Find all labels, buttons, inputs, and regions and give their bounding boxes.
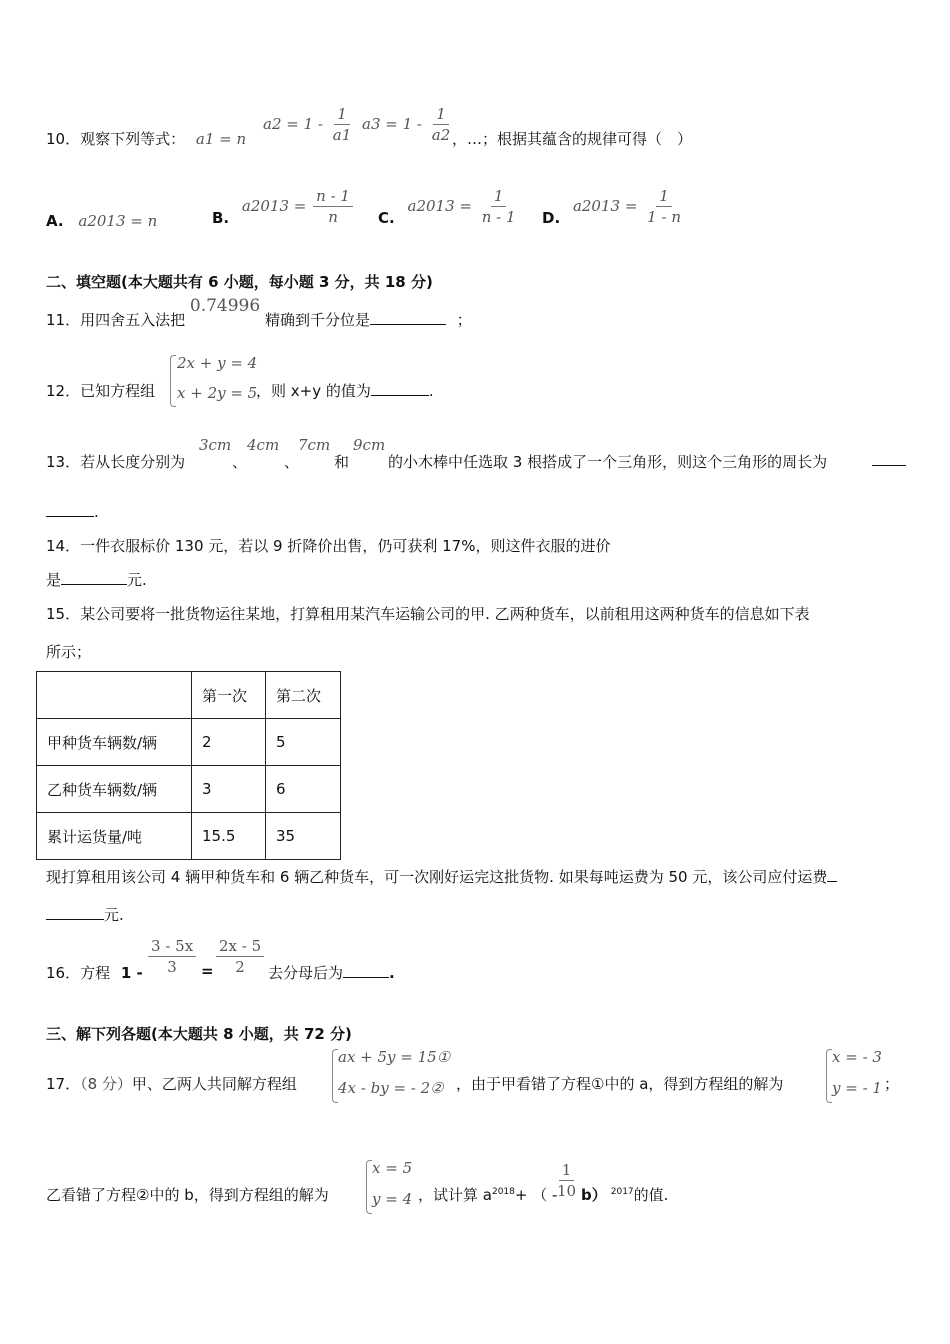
q10-eq2: a2 = 1 - $\frac{1}{a1}$ [263, 105, 352, 144]
table-cell: 乙种货车辆数/辆 [37, 766, 192, 813]
q17-semicolon: ； [884, 1075, 900, 1093]
section-3-heading: 三、解下列各题(本大题共 8 小题，共 72 分) [46, 1025, 352, 1043]
q13-length-4: 9cm [353, 436, 386, 454]
q11: 11．用四舍五入法把 0.74996 精确到千分位是 ； [46, 296, 472, 329]
table-cell: 累计运货量/吨 [37, 813, 192, 860]
q15-line2: 所示； [46, 643, 92, 661]
q13-line2: . [46, 502, 99, 521]
q17-solution1-x: x = - 3 [832, 1048, 882, 1066]
q16-tail: 去分母后为 . [268, 964, 395, 982]
q10-option-a: A. a2013 = n [46, 212, 158, 230]
q13-length-1: 3cm [199, 436, 232, 454]
q12-tail: ，则 x+y 的值为 . [256, 382, 434, 400]
section-2-heading: 二、填空题(本大题共有 6 小题，每小题 3 分，共 18 分) [46, 273, 433, 291]
q17-solution1-y: y = - 1 [832, 1079, 882, 1097]
table-cell: 第二次 [266, 672, 341, 719]
q14-line1: 14．一件衣服标价 130 元，若以 9 折降价出售，仍可获利 17%，则这件衣服的进价 [46, 537, 611, 555]
q15-after-line1: 现打算租用该公司 4 辆甲种货车和 6 辆乙种货车，可一次刚好运完这批货物. 如果每吨运费为 50 元，该公司应付运费 [46, 866, 837, 887]
q17-solution2-x: x = 5 [372, 1159, 413, 1177]
table-cell: 3 [192, 766, 266, 813]
q13-answer-blank-2 [46, 502, 94, 517]
q17-solution2-y: y = 4 [372, 1190, 413, 1208]
q10-option-b: B. a2013 = $\frac{n - 1}{n}$ [212, 186, 355, 227]
q13-tail: 的小木棒中任选取 3 根搭成了一个三角形，则这个三角形的周长为 [388, 453, 828, 471]
q10-option-d: D. a2013 = $\frac{1}{1 - n}$ [542, 187, 681, 227]
q11-value: 0.74996 [189, 296, 261, 316]
table-row [37, 766, 341, 813]
q17-fraction: $\frac{1}{10}$ [557, 1161, 577, 1200]
table-row [37, 813, 341, 860]
q15-table [36, 671, 341, 860]
table-cell [37, 672, 192, 719]
table-cell: 2 [192, 719, 266, 766]
q13-sep-2: 、 [284, 453, 300, 471]
table-cell: 35 [266, 813, 341, 860]
q16-equals: = [201, 962, 214, 980]
table-cell: 15.5 [192, 813, 266, 860]
q16-answer-blank [343, 963, 389, 978]
q17-line2: 乙看错了方程②中的 b，得到方程组的解为 [46, 1186, 329, 1204]
q16-fraction-1: $\frac{3 - 5x}{3}$ [146, 936, 198, 977]
q10-eq3: a3 = 1 - $\frac{1}{a2}$ [362, 105, 451, 144]
q14-line2: 是 元. [46, 571, 147, 589]
table-cell: 甲种货车辆数/辆 [37, 719, 192, 766]
q17-system-eq1: ax + 5y = 15① [338, 1048, 451, 1066]
q17-mid: ，由于甲看错了方程①中的 a，得到方程组的解为 [456, 1075, 784, 1093]
q10-option-c: C. a2013 = $\frac{1}{n - 1}$ [378, 187, 516, 227]
q14-answer-blank [61, 570, 127, 585]
q10-eq1: a1 = n [195, 130, 247, 148]
q10-tail: ，…；根据其蕴含的规律可得（ ） [452, 130, 693, 148]
q13-and: 和 [334, 453, 350, 471]
q12-eq1: 2x + y = 4 [177, 354, 258, 372]
table-cell: 5 [266, 719, 341, 766]
q11-answer-blank [370, 310, 446, 325]
q17-calc: ，试计算 $a^{2018}+$ （ - [418, 1186, 558, 1204]
q16-stem: 16．方程 1 - [46, 964, 143, 982]
q15-answer-blank-1 [827, 867, 837, 882]
q12-text: 12．已知方程组 [46, 382, 156, 400]
q15-line1: 15．某公司要将一批货物运往某地，打算租用某汽车运输公司的甲. 乙两种货车，以前租用这两种货车的信息如下表 [46, 605, 810, 623]
table-cell: 6 [266, 766, 341, 813]
q12-eq2: x + 2y = 5 [177, 384, 258, 402]
q13-sep-1: 、 [232, 453, 248, 471]
q15-after-line2: 元. [46, 904, 124, 925]
q13-length-2: 4cm [247, 436, 280, 454]
q17-calc-tail: b） $^{2017}$的值. [581, 1186, 669, 1204]
table-cell: 第一次 [192, 672, 266, 719]
q13-stem: 13．若从长度分别为 [46, 453, 186, 471]
q10-stem: 10．观察下列等式： a1 = n [46, 130, 247, 148]
q12-brace [170, 355, 176, 407]
q17-stem: 17．（8 分）甲、乙两人共同解方程组 [46, 1075, 297, 1093]
q16-fraction-2: $\frac{2x - 5}{2}$ [214, 936, 266, 977]
table-row [37, 672, 341, 719]
q17-system-eq2: 4x - by = - 2② [338, 1079, 444, 1097]
q12-answer-blank [371, 381, 429, 396]
q15-answer-blank-2 [46, 905, 104, 920]
q13-length-3: 7cm [298, 436, 331, 454]
table-row [37, 719, 341, 766]
q13-answer-blank-1 [872, 451, 906, 466]
